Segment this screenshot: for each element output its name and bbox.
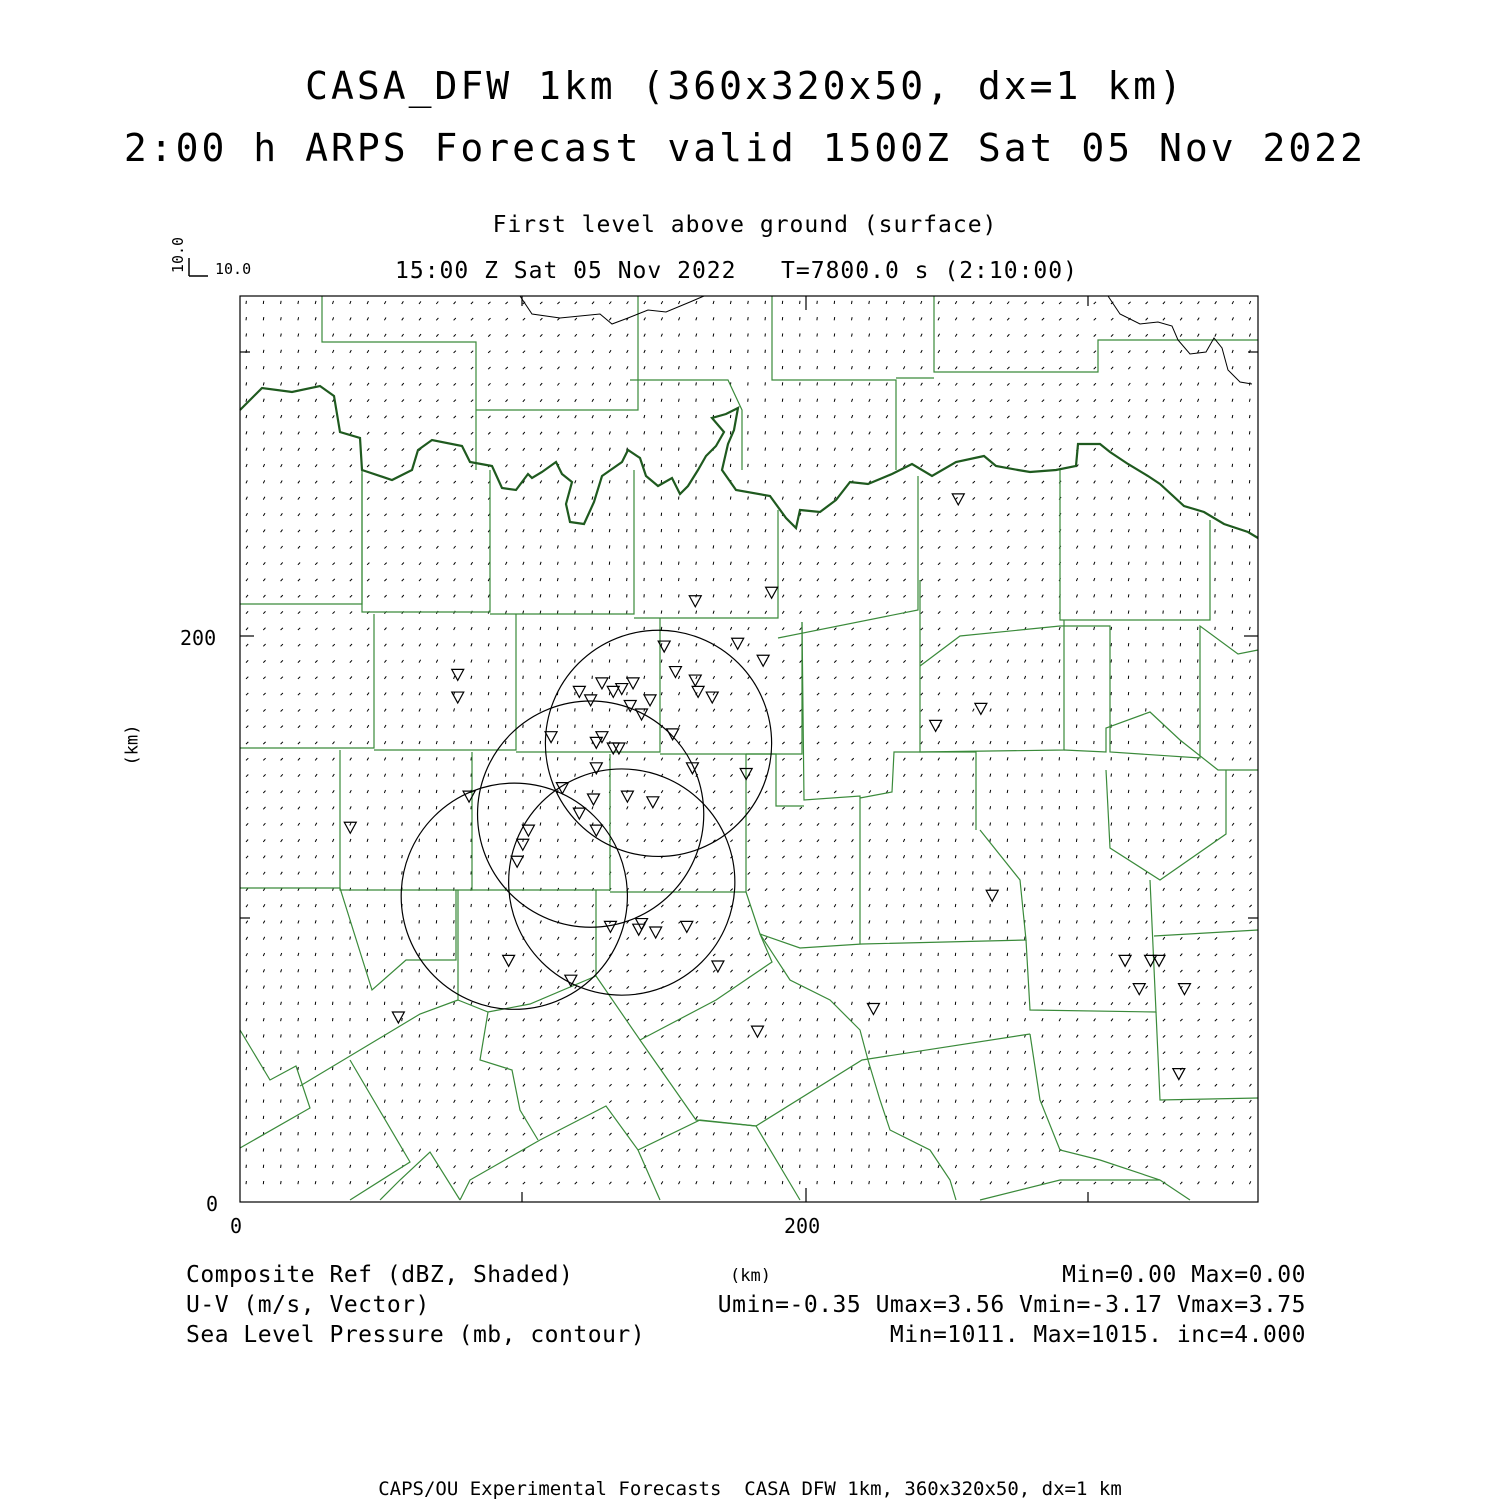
station-marker [587,794,599,805]
x-tick-0: 0 [230,1214,243,1238]
station-marker [689,596,701,607]
station-marker [573,686,585,697]
station-marker [766,587,778,598]
station-marker [930,720,942,731]
station-marker [952,494,964,505]
station-markers [344,494,1190,1080]
title-line-2: 2:00 h ARPS Forecast valid 1500Z Sat 05 Nov 2022 [123,126,1367,170]
plot-frame [240,296,1258,1202]
station-marker [706,692,718,703]
station-marker [669,667,681,678]
radar-ring-1 [545,630,771,856]
station-marker [867,1003,879,1014]
station-marker [392,1012,404,1023]
legend-row-3-stats: Min=1011. Max=1015. inc=4.000 [889,1322,1306,1348]
subtitle: First level above ground (surface) [492,212,998,238]
reference-vector-y-label: 10.0 [169,236,188,274]
y-tick-0: 0 [206,1192,219,1216]
lake-outline [520,296,704,324]
footer-credit: CAPS/OU Experimental Forecasts CASA DFW 1km, 360x320x50, dx=1 km [378,1478,1122,1500]
legend-row-1-stats: Min=0.00 Max=0.00 [1062,1262,1306,1288]
station-marker [545,732,557,743]
station-marker [585,695,597,706]
station-marker [621,791,633,802]
sea-level-pressure-contour [240,386,1258,538]
station-marker [1133,984,1145,995]
x-tick-200: 200 [784,1214,821,1238]
station-marker [757,655,769,666]
station-marker [689,675,701,686]
legend-row-2-stats: Umin=-0.35 Umax=3.56 Vmin=-3.17 Vmax=3.75 [717,1292,1306,1318]
title-line-1: CASA_DFW 1km (360x320x50, dx=1 km) [305,64,1185,108]
station-marker [692,686,704,697]
county-boundaries [240,296,1258,1200]
legend-row-1-label: Composite Ref (dBZ, Shaded) [186,1262,574,1288]
station-marker [1178,984,1190,995]
station-marker [732,638,744,649]
station-marker [1119,955,1131,966]
station-marker [1173,1069,1185,1080]
y-tick-200: 200 [180,626,217,650]
station-marker [647,797,659,808]
station-marker [667,729,679,740]
wind-vectors [246,301,1252,1184]
station-marker [511,856,523,867]
x-axis-label: (km) [730,1266,771,1286]
station-marker [1153,955,1165,966]
station-marker [452,692,464,703]
station-marker [573,808,585,819]
reference-vector-icon [189,258,208,276]
radar-ring-4 [401,783,627,1009]
station-marker [986,890,998,901]
station-marker [681,921,693,932]
station-marker [604,921,616,932]
station-marker [975,703,987,714]
station-marker [596,678,608,689]
radar-ring-3 [509,769,735,995]
station-marker [712,961,724,972]
station-marker [503,955,515,966]
wind-vector-field [246,301,1252,1184]
station-marker [751,1026,763,1037]
station-marker [1145,955,1157,966]
station-marker [627,678,639,689]
y-axis-label: (km) [122,724,143,766]
station-marker [650,927,662,938]
reference-vector-x-label: 10.0 [215,260,252,278]
station-marker [607,686,619,697]
radar-range-rings [401,630,771,1009]
valid-time-line: 15:00 Z Sat 05 Nov 2022 T=7800.0 s (2:10:00) [395,258,1078,284]
station-marker [522,825,534,836]
station-marker [644,695,656,706]
legend-row-3-label: Sea Level Pressure (mb, contour) [186,1322,646,1348]
axis-ticks [240,296,1258,1202]
legend-row-2-label: U-V (m/s, Vector) [186,1292,430,1318]
